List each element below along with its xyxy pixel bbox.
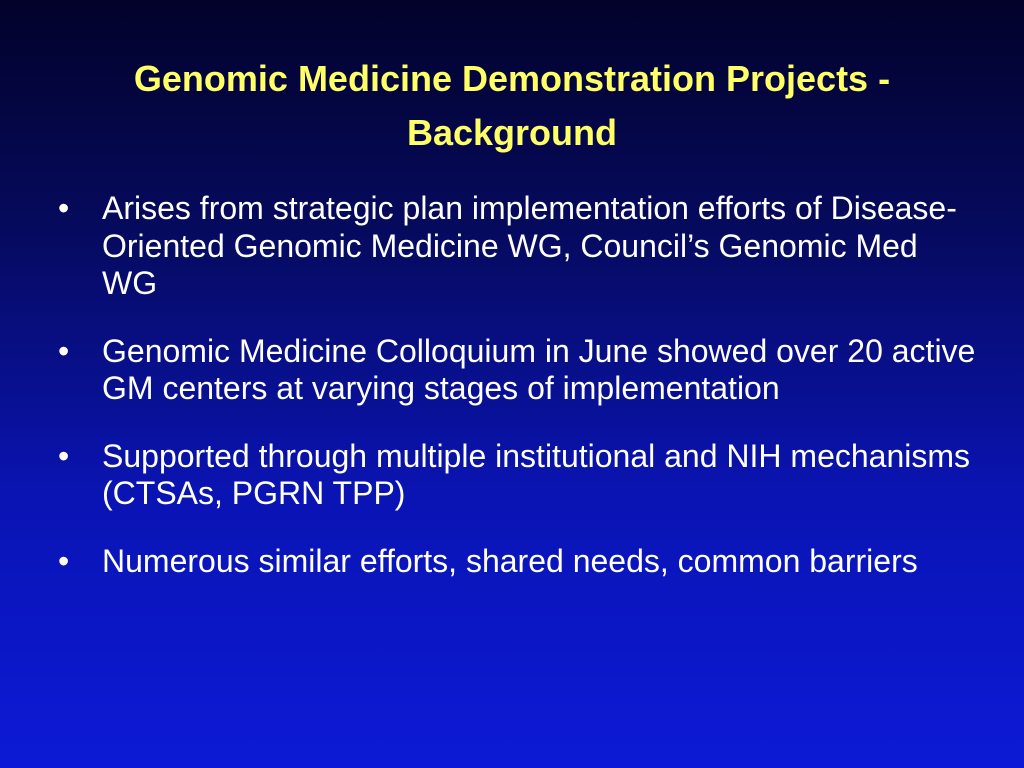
- bullet-text: Genomic Medicine Colloquium in June showed over 20 active GM centers at varying stages of implementation: [102, 332, 976, 406]
- bullet-text: Numerous similar efforts, shared needs, common barriers: [102, 542, 918, 579]
- bullet-item: [56, 333, 976, 408]
- bullet-text: Supported through multiple institutional and NIH mechanisms (CTSAs, PGRN TPP): [102, 437, 971, 511]
- bullet-marker: •: [58, 190, 70, 226]
- bullet-text: Arises from strategic plan implementation efforts of Disease-Oriented Genomic Medicine WG, Council’s Genomic Med WG: [102, 190, 957, 301]
- bullet-item: [56, 190, 976, 303]
- bullet-item: [56, 438, 976, 513]
- bullet-marker: •: [58, 542, 70, 579]
- bullet-list: [56, 190, 976, 610]
- slide-title: Genomic Medicine Demonstration Projects - Background: [133, 58, 891, 153]
- bullet-marker: •: [58, 437, 70, 474]
- bullet-item: [56, 543, 976, 581]
- bullet-marker: •: [58, 332, 70, 369]
